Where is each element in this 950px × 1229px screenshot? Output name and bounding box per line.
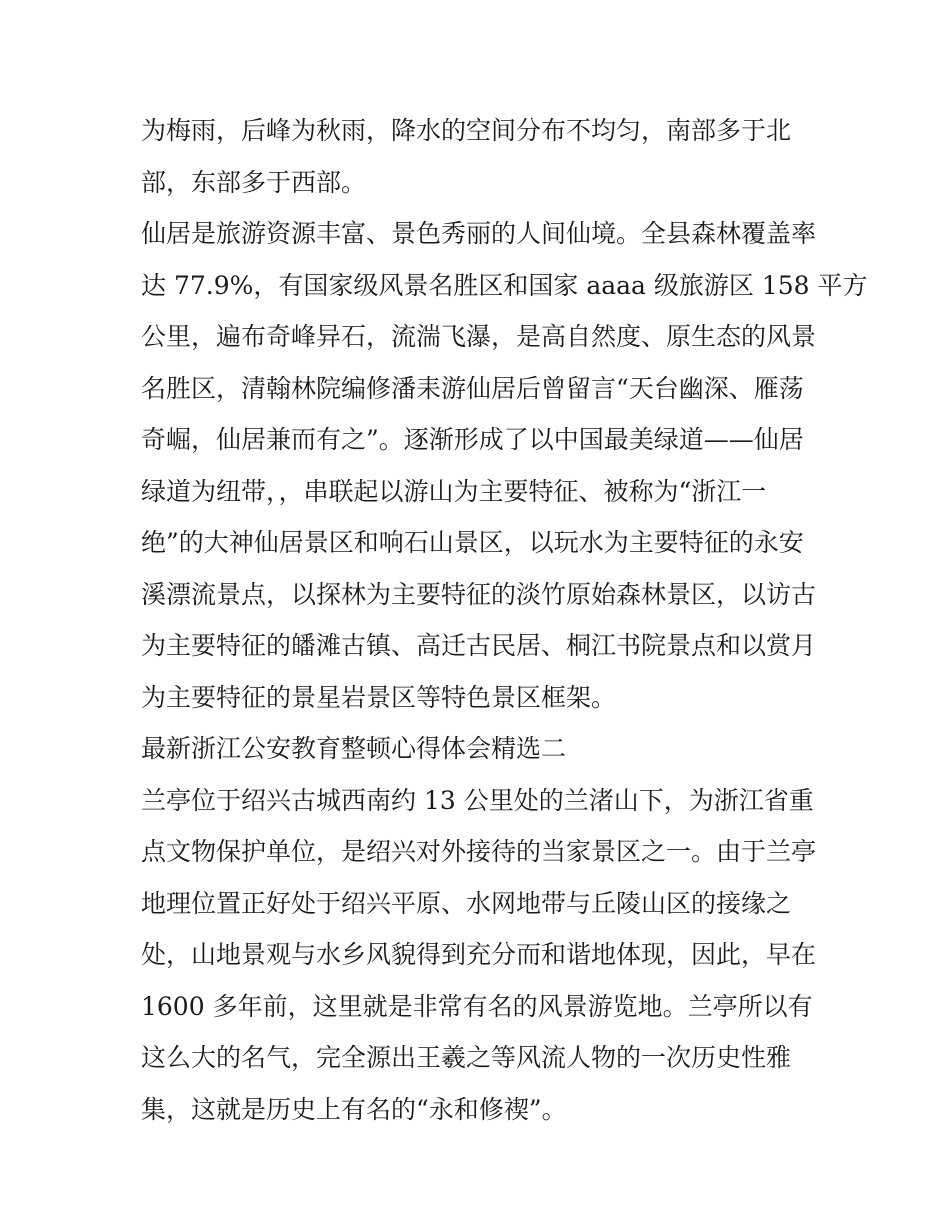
- text-line: 兰亭位于绍兴古城西南约 13 公里处的兰渚山下，为浙江省重: [141, 785, 814, 815]
- text-line: 点文物保护单位，是绍兴对外接待的当家景区之一。由于兰亭: [141, 837, 817, 866]
- text-line: 这么大的名气，完全源出王羲之等风流人物的一次历史性雅: [141, 1043, 792, 1072]
- text-line: 公里，遍布奇峰异石，流湍飞瀑，是高自然度、原生态的风景: [141, 322, 817, 351]
- text-line: 为主要特征的皤滩古镇、高迁古民居、桐江书院景点和以赏月: [141, 631, 817, 660]
- text-line: 绝”的大神仙居景区和响石山景区，以玩水为主要特征的永安: [141, 528, 804, 557]
- text-line: 为梅雨，后峰为秋雨，降水的空间分布不均匀，南部多于北: [141, 116, 792, 145]
- text-line: 为主要特征的景星岩景区等特色景区框架。: [141, 682, 617, 712]
- text-line: 达 77.9%，有国家级风景名胜区和国家 aaaa 级旅游区 158 平方: [141, 270, 868, 300]
- text-line: 集，这就是历史上有名的“永和修禊”。: [141, 1094, 567, 1124]
- text-line: 地理位置正好处于绍兴平原、水网地带与丘陵山区的接缘之: [141, 888, 792, 918]
- text-line: 部，东部多于西部。: [141, 167, 367, 197]
- text-line: 溪漂流景点，以探林为主要特征的淡竹原始森林景区，以访古: [141, 579, 817, 609]
- text-line: 处，山地景观与水乡风貌得到充分而和谐地体现，因此，早在: [141, 940, 817, 969]
- text-line: 1600 多年前，这里就是非常有名的风景游览地。兰亭所以有: [141, 991, 813, 1021]
- section-heading: 最新浙江公安教育整顿心得体会精选二: [141, 734, 567, 763]
- text-line: 名胜区，清翰林院编修潘耒游仙居后曾留言“天台幽深、雁荡: [141, 373, 804, 403]
- text-line: 仙居是旅游资源丰富、景色秀丽的人间仙境。全县森林覆盖率: [141, 219, 817, 248]
- document-body: [141, 105, 868, 1135]
- text-line: 奇崛，仙居兼而有之”。逐渐形成了以中国最美绿道——仙居: [141, 425, 804, 454]
- text-line: 绿道为纽带，，串联起以游山为主要特征、被称为“浙江一: [141, 476, 767, 506]
